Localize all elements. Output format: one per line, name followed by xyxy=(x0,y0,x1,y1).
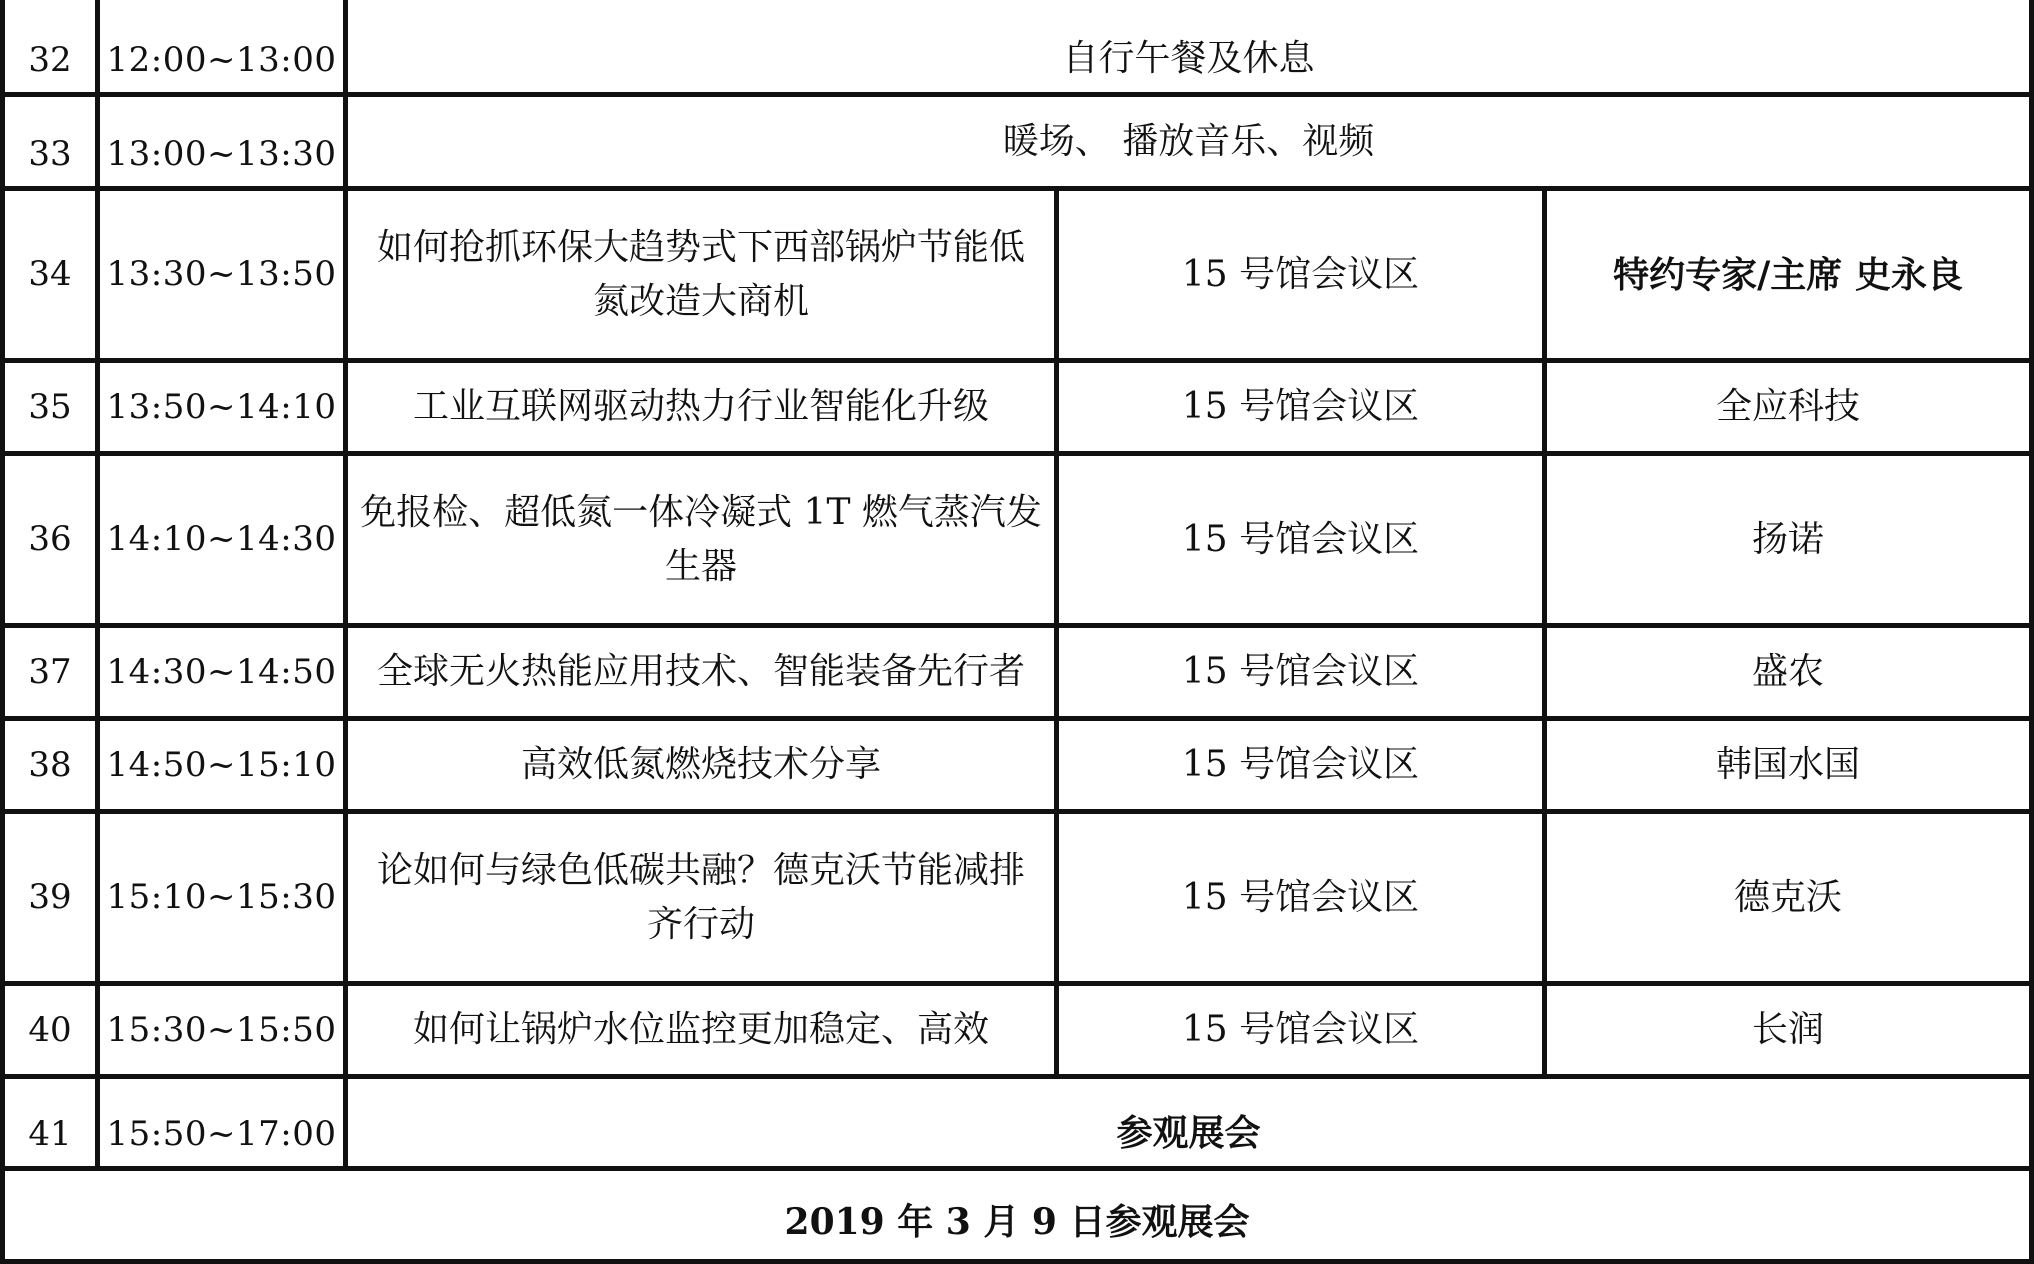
speaker: 全应科技 xyxy=(1715,386,1860,427)
session-topic: 如何让锅炉水位监控更加稳定、高效 xyxy=(412,1009,989,1050)
speaker: 长润 xyxy=(1751,1009,1824,1050)
row-number: 41 xyxy=(28,1114,72,1154)
column-divider xyxy=(2029,0,2034,1264)
venue: 15 号馆会议区 xyxy=(1181,651,1420,692)
session-topic: 如何抢抓环保大趋势式下西部锅炉节能低氮改造大商机 xyxy=(376,226,1025,322)
session-topic: 工业互联网驱动热力行业智能化升级 xyxy=(412,386,989,427)
venue: 15 号馆会议区 xyxy=(1181,876,1420,918)
row-number: 34 xyxy=(28,254,72,294)
time-slot: 13:30~13:50 xyxy=(106,254,337,294)
row-number: 35 xyxy=(28,386,72,427)
time-slot: 14:10~14:30 xyxy=(106,519,337,559)
venue: 15 号馆会议区 xyxy=(1181,744,1420,785)
merged-activity: 自行午餐及休息 xyxy=(1062,38,1315,79)
venue: 15 号馆会议区 xyxy=(1181,386,1420,427)
time-slot: 15:10~15:30 xyxy=(106,877,337,917)
row-number: 39 xyxy=(28,877,72,917)
time-slot: 15:50~17:00 xyxy=(106,1114,337,1154)
row-number: 40 xyxy=(28,1009,72,1050)
session-topic: 全球无火热能应用技术、智能装备先行者 xyxy=(376,651,1025,692)
speaker: 韩国水国 xyxy=(1715,744,1860,785)
row-number: 32 xyxy=(28,40,72,80)
merged-activity: 暖场、 播放音乐、视频 xyxy=(1002,120,1375,162)
merged-activity: 参观展会 xyxy=(1116,1112,1261,1154)
speaker: 扬诺 xyxy=(1751,518,1824,560)
session-topic: 高效低氮燃烧技术分享 xyxy=(520,744,881,785)
speaker: 特约专家/主席 史永良 xyxy=(1613,253,1963,296)
venue: 15 号馆会议区 xyxy=(1181,1009,1420,1050)
venue: 15 号馆会议区 xyxy=(1181,518,1420,560)
time-slot: 13:50~14:10 xyxy=(106,386,337,427)
row-divider xyxy=(0,1259,2034,1264)
speaker: 盛农 xyxy=(1751,651,1824,692)
row-number: 36 xyxy=(28,519,72,559)
speaker: 德克沃 xyxy=(1733,876,1842,918)
venue: 15 号馆会议区 xyxy=(1181,253,1420,295)
time-slot: 14:30~14:50 xyxy=(106,651,337,692)
session-topic: 论如何与绿色低碳共融？德克沃节能减排齐行动 xyxy=(376,849,1025,945)
row-number: 33 xyxy=(28,134,72,174)
day-footer: 2019 年 3 月 9 日参观展会 xyxy=(784,1201,1250,1243)
time-slot: 12:00~13:00 xyxy=(106,40,337,80)
time-slot: 14:50~15:10 xyxy=(106,744,337,785)
row-number: 37 xyxy=(28,651,72,692)
row-number: 38 xyxy=(28,744,72,785)
session-topic: 免报检、超低氮一体冷凝式 1T 燃气蒸汽发生器 xyxy=(360,491,1042,587)
time-slot: 13:00~13:30 xyxy=(106,134,337,174)
time-slot: 15:30~15:50 xyxy=(106,1009,337,1050)
